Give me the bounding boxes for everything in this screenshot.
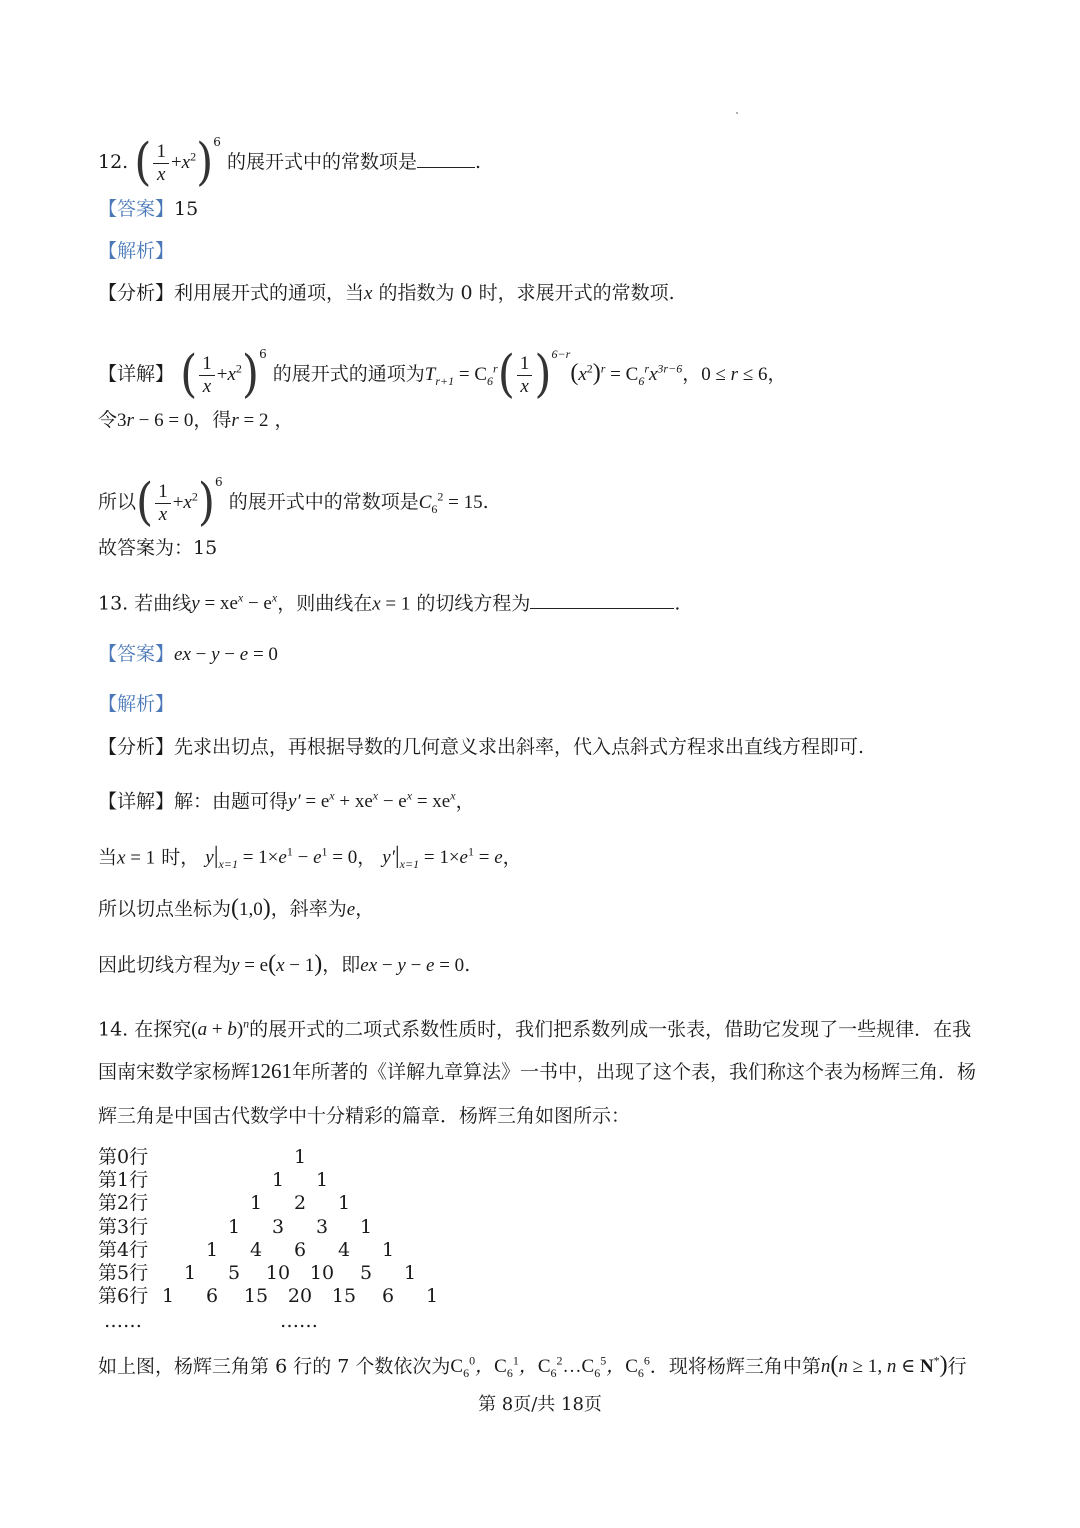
var-x: x — [364, 283, 373, 304]
page-footer: 第 8页/共 18页 — [478, 1394, 602, 1415]
q14-last-7: 7 — [337, 1355, 350, 1378]
yinci-text: 因此切线方程为 — [98, 954, 232, 976]
triangle-number: 1 — [227, 1215, 241, 1238]
tangent-line-equation: y = e(x − 1) — [231, 951, 323, 977]
x-equals-1: x = 1 — [372, 593, 411, 615]
fenxi-text2: 的指数为 0 时，求展开式的常数项. — [372, 282, 675, 304]
triangle-number: 4 — [249, 1238, 263, 1261]
triangle-number: 1 — [183, 1262, 197, 1284]
q12-suoyi-line: 所以( $\frac{1}{x}$ $+x^2)^6$ 的展开式中的常数项是$C_6^2 = 15$. — [98, 473, 489, 532]
triangle-row — [98, 1146, 498, 1169]
ling-text: 令 — [98, 409, 118, 431]
ji-text: ，即 — [322, 954, 361, 976]
right-paren: ) — [196, 133, 214, 192]
triangle-row-label: 第4行 — [98, 1238, 149, 1261]
q12-analysis-line — [98, 237, 174, 265]
right-paren: ) — [534, 345, 552, 404]
equation-3r-6: 3r − 6 = 0 — [117, 410, 194, 431]
q14-last-d: ．现将杨辉三角中第 — [649, 1355, 821, 1378]
triangle-number: 15 — [331, 1285, 357, 1308]
q14-last-a: 如上图，杨辉三角第 — [98, 1355, 270, 1378]
q14-line1 — [98, 1010, 971, 1044]
triangle-row — [98, 1216, 498, 1239]
analysis-tag: 【解析】 — [98, 240, 175, 262]
q12-answer: 15 — [174, 198, 199, 220]
fraction-1-over-x: $\frac{1}{x}$ — [199, 353, 215, 398]
triangle-number: 4 — [337, 1238, 351, 1261]
triangle-number: 1 — [205, 1238, 219, 1261]
q14-last-e: 行 — [947, 1355, 967, 1378]
triangle-number: 5 — [359, 1262, 373, 1284]
de-text: ，得 — [193, 409, 232, 431]
triangle-number: 5 — [227, 1262, 241, 1284]
binomial-a-plus-b-n: $(a + b)^n$ — [191, 1017, 250, 1041]
suoyi-text: 所以 — [98, 491, 137, 513]
triangle-number: 3 — [315, 1215, 329, 1238]
q13-suoyi-line: 所以切点坐标为(1,0)，斜率为e， — [98, 895, 375, 921]
q14-last-line — [98, 1347, 967, 1387]
triangle-row-label: 第6行 — [98, 1285, 149, 1308]
guda-value: 15 — [193, 537, 218, 559]
scan-dot — [736, 112, 738, 114]
x-equals-1: x = 1 — [117, 847, 156, 869]
q14-line3-text: 辉三角是中国古代数学中十分精彩的篇章．杨辉三角如图所示： — [98, 1105, 631, 1127]
triangle-row — [98, 1285, 498, 1308]
right-paren: ) — [241, 345, 260, 404]
q12-number: 12. — [98, 151, 129, 173]
triangle-number: 6 — [381, 1285, 395, 1308]
triangle-number: 1 — [293, 1146, 307, 1168]
binomial-coefficients-list: $C_6^0$，$C_6^1$，$C_6^2\dots C_6^5$，$C_6^6$ — [450, 1354, 650, 1381]
triangle-row-label: 第1行 — [98, 1169, 149, 1192]
triangle-number: 6 — [293, 1238, 307, 1261]
guda-text: 故答案为： — [98, 537, 194, 559]
slope-e: e — [346, 899, 356, 920]
q13-answer: ex − y − e = 0 — [174, 644, 278, 665]
triangle-number: 1 — [249, 1192, 263, 1215]
fraction-1-over-x: $\frac{1}{x}$ — [517, 353, 533, 398]
q14-last-c: 个数依次为 — [355, 1355, 451, 1378]
triangle-row-label: 第2行 — [98, 1192, 149, 1215]
left-paren: ( — [180, 345, 198, 404]
triangle-row — [98, 1192, 498, 1215]
fraction-1-over-x: $\frac{1}{x}$ — [155, 481, 171, 526]
y-at-1: $y|_{x=1} = 1\times e^1 - e^1 = 0$ — [205, 843, 358, 872]
left-paren: ( — [497, 345, 515, 404]
q14-line1b: 的展开式的二项式系数性质时，我们把系数列成一张表，借助它发现了一些规律．在我 — [249, 1018, 972, 1041]
fenxi-tag: 【分析】 — [98, 736, 175, 758]
triangle-row — [98, 1169, 498, 1192]
range-r: 0 ≤ r ≤ 6 — [701, 364, 768, 385]
tangent-point: (1,0) — [231, 895, 271, 921]
q14-line1a: 在探究 — [134, 1018, 192, 1041]
dang-text: 当 — [98, 846, 118, 869]
q13-stem: 13. 若曲线$y = xe^x - e^x$，则曲线在x = 1 的切线方程为 . — [98, 591, 681, 615]
q12-text: 的展开式中的常数项是 — [226, 151, 417, 173]
triangle-number: 1 — [403, 1262, 417, 1284]
plus-x-squared: $+x^2$ — [172, 489, 198, 513]
right-paren: ) — [197, 473, 216, 532]
fraction-1-over-x: $\frac{1}{x}$ — [153, 141, 169, 186]
triangle-row-label: 第5行 — [98, 1262, 149, 1284]
triangle-number: 1 — [337, 1192, 351, 1215]
fenxi-text: 利用展开式的通项，当 — [174, 282, 365, 304]
fenxi-text: 先求出切点，再根据导数的几何意义求出斜率，代入点斜式方程求出直线方程即可. — [174, 736, 865, 758]
plus-x-squared: $+x^2$ — [170, 149, 197, 173]
q13-fenxi-line — [98, 733, 864, 761]
left-paren: ( — [134, 133, 152, 192]
n-condition: n(n ≥ 1, n ∈ N*) — [820, 1352, 948, 1379]
ellipsis-right: …… — [280, 1310, 318, 1332]
q14-last-b: 行的 — [293, 1355, 332, 1378]
curve-equation: $y = xe^x - e^x$ — [191, 591, 278, 615]
fenxi-tag: 【分析】 — [98, 282, 175, 304]
q12-stem: 12. ( $\frac{1}{x}$ $+x^2)^6$ 的展开式中的常数项是 . — [98, 133, 482, 192]
triangle-number: 3 — [271, 1215, 285, 1238]
shi-text: 时， — [161, 846, 200, 869]
triangle-row — [98, 1262, 498, 1285]
q13-analysis-line — [98, 690, 174, 718]
ellipsis-left: …… — [104, 1310, 142, 1332]
triangle-number: 1 — [315, 1169, 329, 1192]
xielv-text: ，斜率为 — [270, 898, 347, 920]
q14-line2a: 国南宋数学家杨辉 — [98, 1061, 251, 1083]
q13-dang-line: 当x = 1 时， $y|_{x=1} = 1\times e^1 - e^1 = 0$， $y'|_{x=1} = 1\times e^1 = e$， — [98, 843, 522, 872]
triangle-number: 15 — [243, 1285, 269, 1308]
plus-x-squared: $+x^2$ — [216, 361, 242, 385]
q13-answer-line — [98, 640, 278, 669]
term-formula-rest: $(x^2)^r = C_6^rx^{3r-6}$ — [570, 360, 683, 388]
q12-answer-line — [98, 195, 198, 223]
answer-blank — [417, 149, 475, 168]
answer-tag: 【答案】 — [98, 643, 175, 665]
analysis-tag: 【解析】 — [98, 693, 175, 715]
q13-xiangjie-line: 【详解】解：由题可得$y' = e^x + xe^x - e^x = xe^x$， — [98, 789, 475, 813]
q14-year: 1261 — [250, 1059, 293, 1083]
answer-blank — [530, 590, 674, 609]
final-equation: ex − y − e = 0 — [360, 955, 465, 976]
q14-line3 — [98, 1102, 630, 1130]
q12-guda-line — [98, 534, 217, 562]
q13-number: 13. — [98, 592, 129, 615]
triangle-number: 1 — [425, 1285, 439, 1308]
triangle-number: 2 — [293, 1192, 307, 1215]
triangle-row-label: 第0行 — [98, 1146, 149, 1168]
derivative-formula: $y' = e^x + xe^x - e^x = xe^x$ — [288, 789, 456, 813]
suoyi-text: 所以切点坐标为 — [98, 898, 232, 920]
answer-tag: 【答案】 — [98, 198, 175, 220]
xiangjie-tag: 【详解】 — [98, 363, 175, 385]
q14-line2b: 年所著的《详解九章算法》一书中，出现了这个表，我们称这个表为杨辉三角．杨 — [292, 1061, 977, 1083]
q14-last-6: 6 — [275, 1355, 288, 1378]
xiangjie-text: 解：由题可得 — [174, 790, 289, 813]
triangle-number: 10 — [309, 1262, 335, 1284]
q14-line2 — [98, 1057, 976, 1086]
q12-xiangjie-line: 【详解】 ( $\frac{1}{x}$ $+x^2)^6$ 的展开式的通项为$T_{r+1} = C_6^r$( $\frac{1}{x}$ )$^{6-r}(x^2)^r = C_6^rx^{3r-6}$，0 ≤ r ≤ 6， — [98, 345, 787, 404]
r-equals-2: r = 2 — [231, 410, 269, 431]
q12-ling-line: 令3r − 6 = 0，得r = 2 ， — [98, 409, 294, 431]
triangle-number: 1 — [381, 1238, 395, 1261]
triangle-row — [98, 1239, 498, 1262]
q12-fenxi-line — [98, 279, 675, 308]
q13-text1: 若曲线 — [134, 592, 192, 615]
q13-yinci-line: 因此切线方程为y = e(x − 1)，即ex − y − e = 0. — [98, 951, 471, 977]
general-term-formula: $T_{r+1} = C_6^r$ — [424, 361, 498, 388]
triangle-row-label: 第3行 — [98, 1215, 149, 1238]
yprime-at-1: $y'|_{x=1} = 1\times e^1 = e$ — [382, 843, 503, 872]
triangle-number: 20 — [287, 1285, 313, 1308]
suoyi-text2: 的展开式中的常数项是 — [228, 491, 419, 513]
xiangjie-tag: 【详解】 — [98, 790, 175, 813]
xiangjie-text: 的展开式的通项为 — [272, 363, 425, 385]
triangle-number: 1 — [271, 1169, 285, 1192]
q14-number: 14. — [98, 1018, 129, 1041]
c62-equals-15: $C_6^2 = 15$ — [418, 489, 483, 516]
q13-text2: ，则曲线在 — [277, 592, 373, 615]
left-paren: ( — [136, 473, 154, 532]
triangle-number: 1 — [161, 1285, 175, 1308]
triangle-number: 10 — [265, 1262, 291, 1284]
triangle-number: 1 — [359, 1215, 373, 1238]
q13-text3: 的切线方程为 — [416, 592, 531, 615]
triangle-number: 6 — [205, 1285, 219, 1308]
